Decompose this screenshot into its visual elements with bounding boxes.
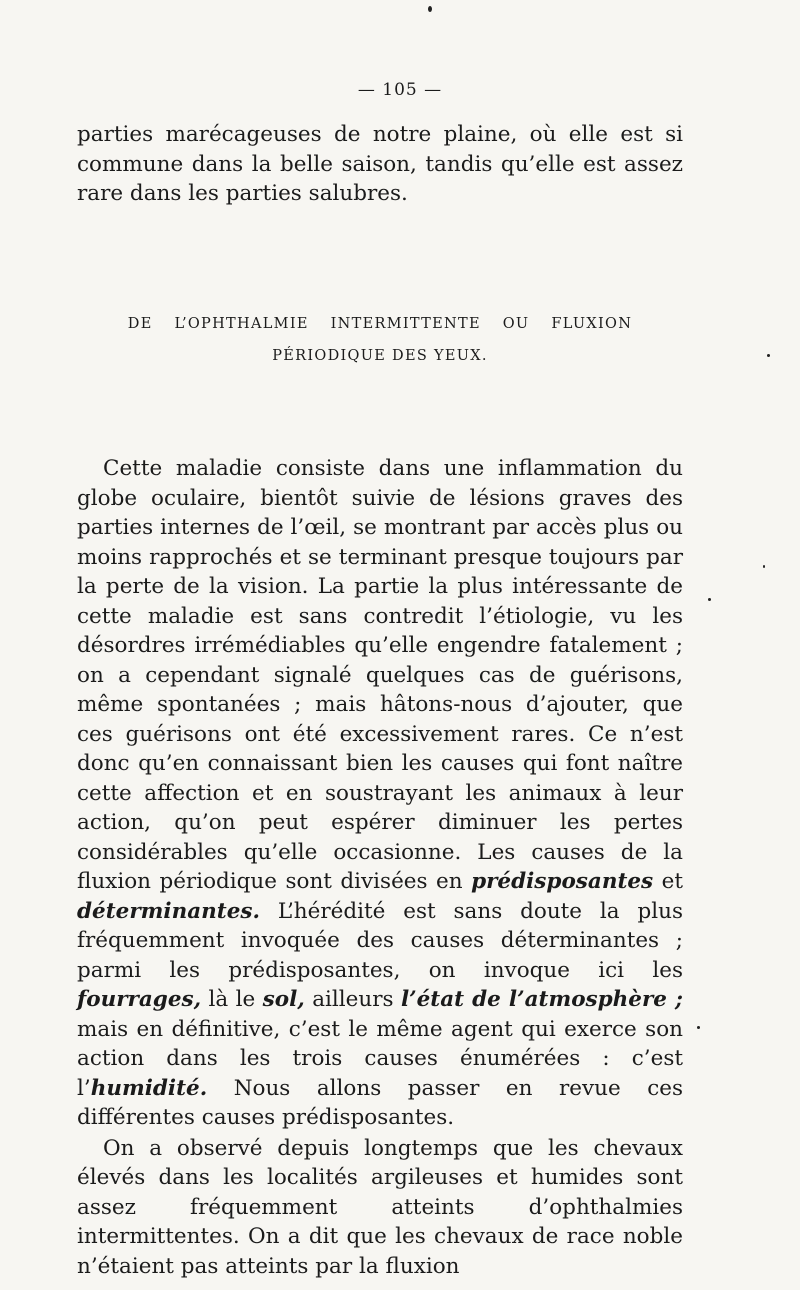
scan-speck <box>708 598 711 601</box>
heading-line-1: DE L’OPHTHALMIE INTERMITTENTE OU FLUXION <box>127 316 633 332</box>
body-text <box>77 454 683 1281</box>
scan-speck <box>428 6 432 12</box>
paragraph-1-text: Nous allons passer en revue ces différentes causes prédisposantes. <box>77 1075 683 1130</box>
italic-term: l’état de l’atmosphère ; <box>400 987 683 1012</box>
continuation-paragraph <box>77 120 683 209</box>
section-heading <box>77 308 683 372</box>
scan-speck <box>697 1026 700 1029</box>
italic-term: prédisposantes <box>471 869 654 894</box>
paragraph-1 <box>77 454 683 1133</box>
heading-line-2: PÉRIODIQUE DES YEUX. <box>272 348 488 364</box>
paragraph-1-text: Cette maladie consiste dans une inflammation du globe oculaire, bientôt suivie de lésions graves des parties internes de l’œil, se montrant par accès plus ou moins rapprochés et se terminant presque toujours par la perte de la vision. La partie la plus intéressante de cette maladie est sans contredit l’étiologie, vu les désordres irrémédiables qu’elle engendre fatalement ; on a cependant signalé quelques cas de guérisons, même spontanées ; mais hâtons-nous d’ajouter, que ces guérisons ont été excessivement rares. Ce n’est donc qu’en connaissant bien les causes qui font naître cette affection et en soustrayant les animaux à leur action, qu’on peut espérer diminuer les pertes considérables qu’elle occasionne. Les causes de la fluxion périodique sont divisées en <box>77 456 683 894</box>
continuation-text: parties marécageuses de notre plaine, où elle est si commune dans la belle saison, tandis qu’elle est assez rare dans les parties salubres. <box>77 122 683 206</box>
paragraph-1-text: et <box>653 869 683 894</box>
paragraph-1-text: mais en définitive, c’est le même agent qui exerce son action dans les trois causes énumérées : c’est l’ <box>77 1016 683 1101</box>
paragraph-2: On a observé depuis longtemps que les chevaux élevés dans les localités argileuses et humides sont assez fréquemment atteints d’ophthalmies intermittentes. On a dit que les chevaux de race noble n’étaient pas atteints par la fluxion <box>77 1135 683 1279</box>
scan-speck <box>767 354 770 357</box>
scan-speck <box>763 565 765 568</box>
italic-term: fourrages, <box>77 987 202 1012</box>
italic-term: déterminantes. <box>77 898 260 924</box>
page-number: — 105 — <box>357 80 443 100</box>
paragraph-1-text: L’hérédité est sans doute la plus fréquemment invoquée des causes déterminantes ; parmi les prédisposantes, on invoque ici les <box>77 898 683 983</box>
paragraph-1-text: là le <box>201 987 263 1012</box>
italic-term: humidité. <box>90 1075 208 1101</box>
italic-term: sol, <box>262 987 305 1012</box>
paragraph-1-text: ailleurs <box>304 987 401 1012</box>
